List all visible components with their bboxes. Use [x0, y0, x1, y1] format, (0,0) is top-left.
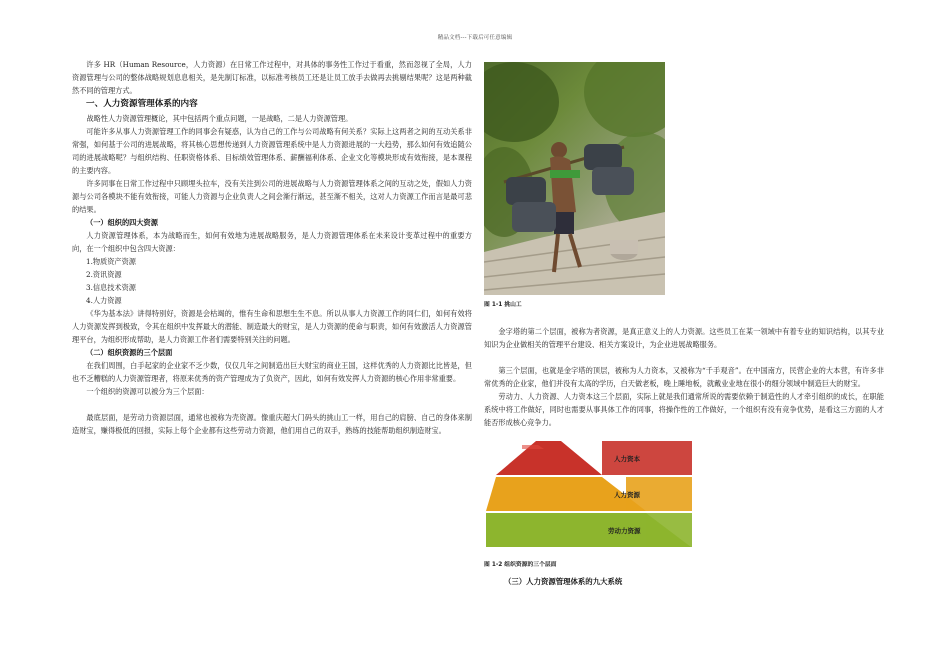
paragraph: 在我们周围，白手起家的企业家不乏少数，仅仅几年之间制造出巨大财宝的商业王国，这样优秀的人力资源比比皆是，但也不乏糟糕的人力资源管理者，将原来优秀的资产管理成为了负资产，因此，如何有效发挥人力资源的核心作用非常重要。 — [72, 361, 472, 383]
paragraph: 《华为基本法》讲得特别好，资源是会枯竭的，惟有生命和思想生生不息。所以从事人力资源工作的同仁们，如何有效将人力资源发挥到极致，令其在组织中发挥最大的潜能、制造最大的财宝，是人力资源的使命与职责，如何有效激活人力资源管理平台，为组织形成帮助，是人力资源工作者们需要特别关注的问题。 — [72, 309, 472, 344]
subsection-heading-nine-systems: （三）人力资源管理体系的九大系统 — [504, 577, 623, 586]
paragraph: 可能许多从事人力资源管理工作的同事会有疑惑，认为自己的工作与公司战略有何关系？实际上这两者之间的互动关系非常强，如何基于公司的进展战略，将其核心思想传递到人力资源管理系统中是人力资源进展的一大趋势，那么如何有效追随公司的进展战略呢？与组织结构、任职资格体系、目标绩效管理体系、薪酬福利体系、企业文化等模块形成有效衔接，是本课程的主要内容。 — [72, 127, 472, 175]
paragraph: 许多同事在日常工作过程中只顾埋头拉车，没有关注到公司的进展战略与人力资源管理体系之间的互动之处，假如人力资源与公司各模块不能有效衔接，可能人力资源与企业负责人之间会渐行渐远，甚至渐不相关，这对人力资源工作而言是最可悲的结果。 — [72, 179, 472, 214]
pyramid-label-bottom: 劳动力资源 — [608, 527, 641, 535]
left-column — [72, 58, 472, 437]
resource-pyramid — [486, 439, 884, 555]
list-item: 1.物质资产资源 — [86, 257, 136, 266]
pyramid-label-top: 人力资本 — [614, 455, 640, 463]
list-item: 4.人力资源 — [86, 296, 122, 305]
paragraph: 第三个层面，也就是金字塔的顶层，被称为人力资本，又被称为“千手观音”。在中国南方，民营企业的大本营，有许多非常优秀的企业家，他们并没有太高的学历，白天做老板，晚上睡地板，就戴业业地在很小的细分领域中制造巨大的财宝。 — [484, 366, 884, 388]
figure-2-caption: 图 1-2 组织资源的三个层面 — [484, 562, 557, 568]
paragraph: 一个组织的资源可以被分为三个层面： — [86, 387, 209, 396]
list-item: 2.资讯资源 — [86, 270, 122, 279]
paragraph: 金字塔的第二个层面，被称为者资源，是真正意义上的人力资源。这些员工在某一领域中有着专业的知识结构，以其专业知识为企业做相关的管理平台建设、相关方案设计，为企业进展战略服务。 — [484, 327, 884, 349]
list-item: 3.信息技术资源 — [86, 283, 136, 292]
intro-paragraph: 许多 HR（Human Resource，人力资源）在日常工作过程中，对具体的事务性工作过于看重，然而忽视了全局，人力资源管理与公司的整体战略规划息息相关，是先制订标准，以标准考核员工还是让员工放手去做再去挑剔结果呢？这是两种截然不同的管理方式。 — [72, 60, 472, 95]
pyramid-top-level — [496, 441, 602, 475]
pyramid-label-middle: 人力资源 — [614, 491, 640, 499]
paragraph: 最底层面，是劳动力资源层面，通常也被称为壳资源。像重庆超大门码头的挑山工一样，用自己的肩膀、自己的身体来制造财宝，赚得极低的回报，实际上每个企业都有这些劳动力资源，他们用自己的双手，熟练的技能帮助组织制造财宝。 — [72, 413, 472, 435]
porter-photo — [484, 62, 665, 295]
subsection-heading-three-levels: （二）组织资源的三个层面 — [86, 348, 173, 357]
paragraph: 劳动力、人力资源、人力资本这三个层面，实际上就是我们通常所说的需要依赖于制造性的人才牵引组织的成长，在职能系统中将工作做好，同时也需要从事具体工作的同事，将操作性的工作做好，一个组织有没有竞争优势，是看这三方面的人才能否形成核心竞争力。 — [484, 392, 884, 427]
subsection-heading-four-resources: （一）组织的四大资源 — [86, 218, 158, 227]
figure-1-caption: 图 1-1 挑山工 — [484, 302, 522, 308]
page-header-watermark: 精品文档---下载后可任意编辑 — [437, 35, 513, 41]
paragraph: 战略性人力资源管理概论，其中包括两个重点问题，一是战略，二是人力资源管理。 — [86, 114, 353, 123]
paragraph: 人力资源管理体系，本为战略而生，如何有效地为进展战略服务，是人力资源管理体系在未来设计变革过程中的重要方向，在一个组织中包含四大资源： — [72, 231, 472, 253]
section-heading: 一、人力资源管理体系的内容 — [86, 99, 198, 109]
right-column — [484, 62, 884, 588]
